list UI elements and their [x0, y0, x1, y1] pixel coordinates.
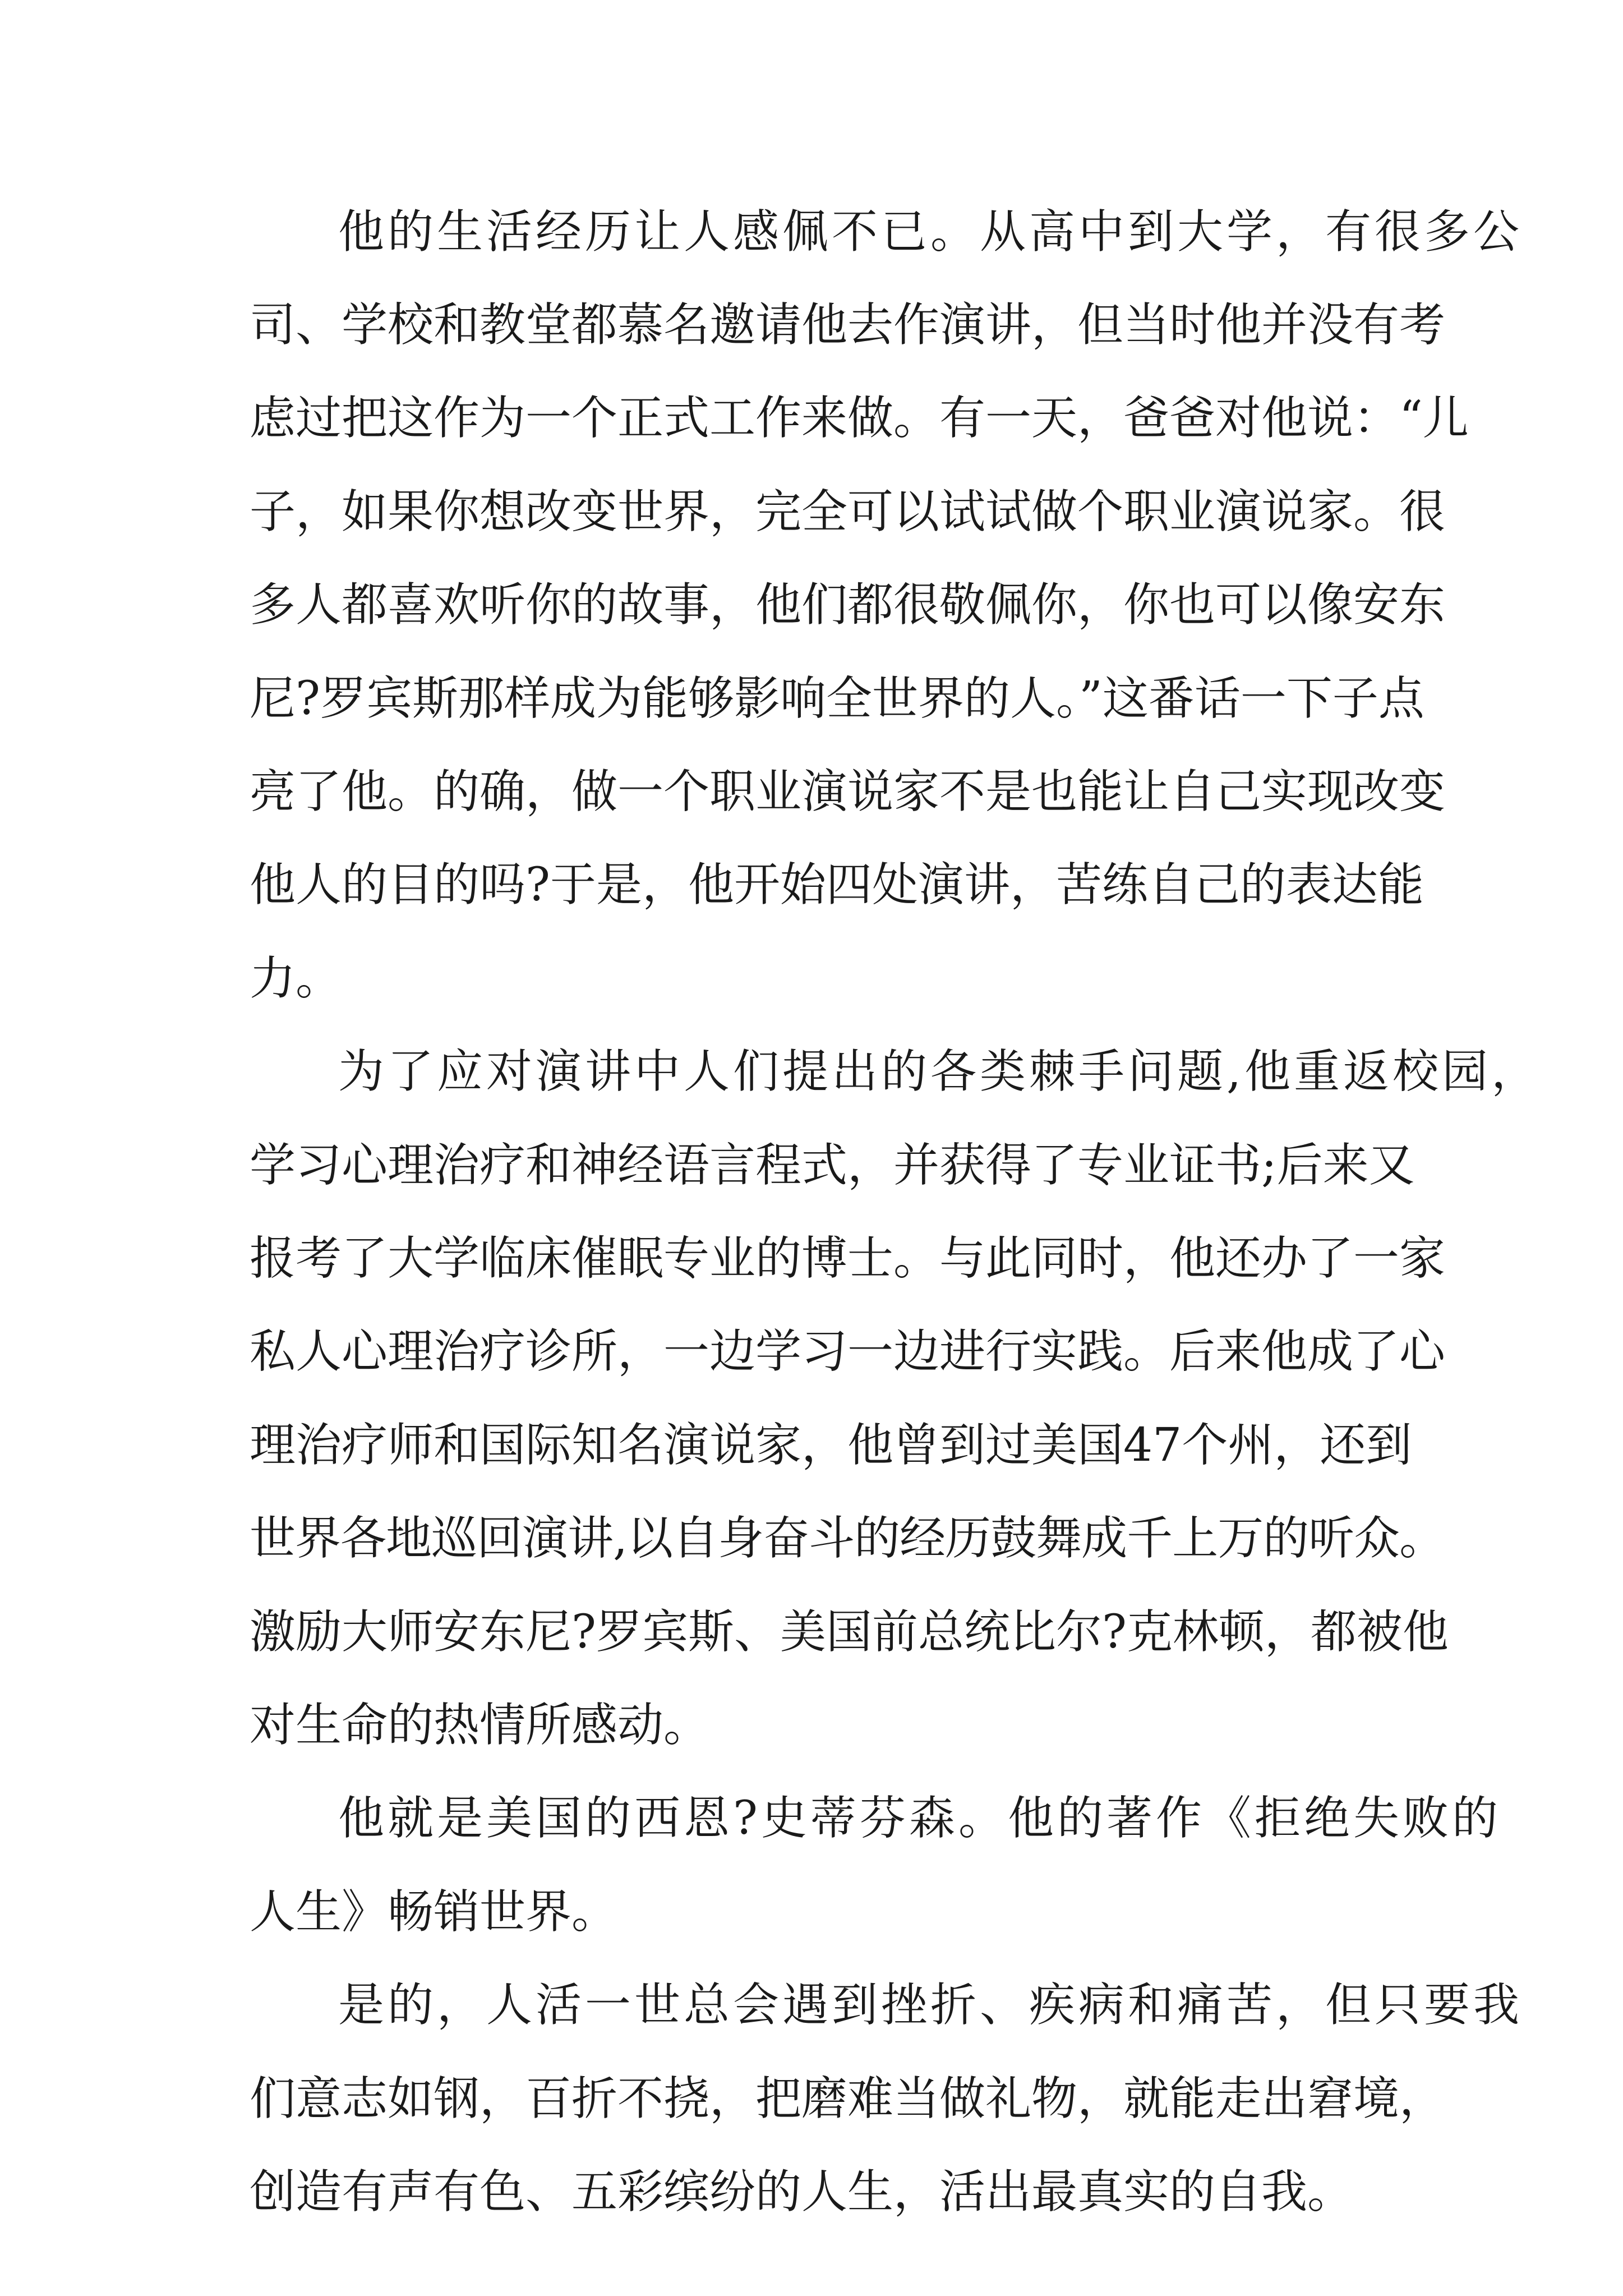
text-line-15: 世界各地巡回演讲,以自身奋斗的经历鼓舞成千上万的听众。: [250, 1512, 1445, 1565]
text-line-21: 们意志如钢，百折不挠，把磨难当做礼物，就能走出窘境，: [250, 2072, 1446, 2125]
text-line-5: 多人都喜欢听你的故事，他们都很敬佩你，你也可以像安东: [250, 578, 1446, 632]
text-line-18: 他就是美国的西恩?史蒂芬森。他的著作《拒绝失败的: [338, 1792, 1501, 1845]
text-line-17: 对生命的热情所感动。: [250, 1699, 710, 1752]
text-line-11: 学习心理治疗和神经语言程式，并获得了专业证书;后来又: [250, 1139, 1415, 1192]
text-line-4: 子，如果你想改变世界，完全可以试试做个职业演说家。很: [250, 485, 1446, 539]
text-line-2: 司、学校和教堂都慕名邀请他去作演讲，但当时他并没有考: [250, 298, 1446, 352]
text-line-8: 他人的目的吗?于是，他开始四处演讲，苦练自己的表达能: [250, 858, 1424, 912]
text-line-3: 虑过把这作为一个正式工作来做。有一天，爸爸对他说：“儿: [250, 392, 1469, 445]
text-line-1: 他的生活经历让人感佩不已。从高中到大学，有很多公: [338, 205, 1523, 259]
text-line-7: 亮了他。的确，做一个职业演说家不是也能让自己实现改变: [250, 765, 1446, 818]
text-line-14: 理治疗师和国际知名演说家，他曾到过美国47个州，还到: [250, 1419, 1412, 1472]
text-line-6: 尼?罗宾斯那样成为能够影响全世界的人。”这番话一下子点: [250, 672, 1424, 725]
text-line-16: 激励大师安东尼?罗宾斯、美国前总统比尔?克林顿，都被他: [250, 1605, 1449, 1659]
text-line-9: 力。: [250, 952, 342, 1005]
text-line-13: 私人心理治疗诊所，一边学习一边进行实践。后来他成了心: [250, 1325, 1446, 1378]
text-line-22: 创造有声有色、五彩缤纷的人生，活出最真实的自我。: [250, 2165, 1354, 2219]
text-line-10: 为了应对演讲中人们提出的各类棘手问题,他重返校园，: [338, 1045, 1541, 1098]
text-line-20: 是的，人活一世总会遇到挫折、疾病和痛苦，但只要我: [338, 1978, 1523, 2032]
text-line-19: 人生》畅销世界。: [250, 1885, 618, 1939]
text-line-12: 报考了大学临床催眠专业的博士。与此同时，他还办了一家: [250, 1232, 1446, 1285]
